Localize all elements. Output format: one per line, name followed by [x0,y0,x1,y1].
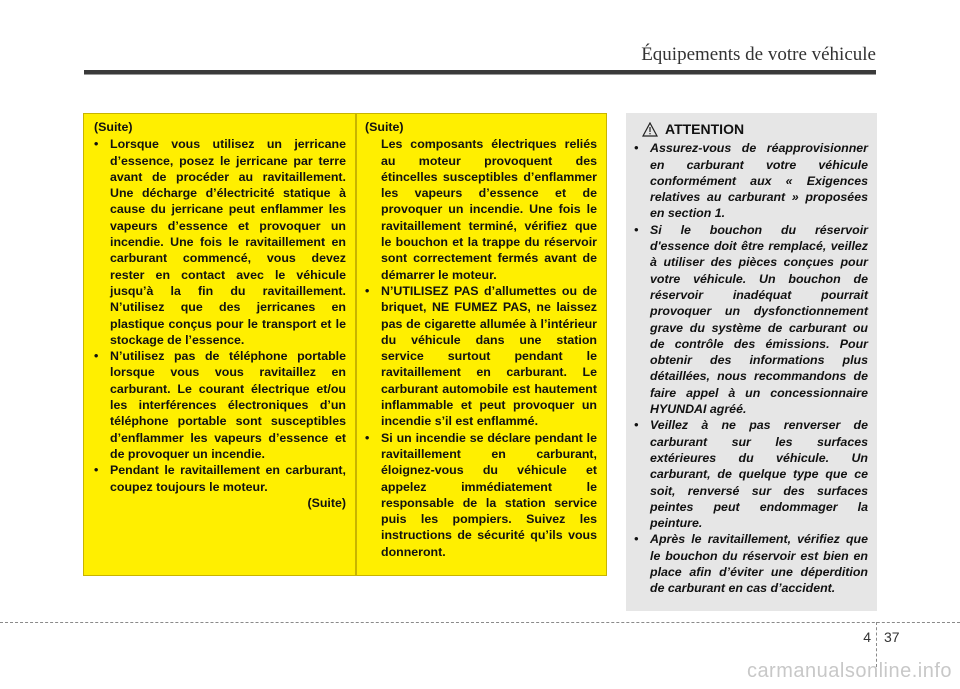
bullet-item: • Si un incendie se déclare pendant le ravitaillement en carburant, éloignez-vous du véhicule et appelez immédiatement le responsable de la station service puis les pompiers. Suivez les instructions de sécurité qu’ils vous donneront. [365,430,597,560]
chapter-number: 4 [863,629,871,645]
caution-heading [642,121,868,137]
warning-column-1 [83,113,356,576]
page-number: 37 [884,629,900,645]
bullet-item: • Pendant le ravitaillement en carburant, coupez toujours le moteur. [94,462,346,495]
bullet-item: • Lorsque vous utilisez un jerricane d’essence, posez le jerricane par terre avant de procéder au ravitaillement. Une décharge d’électricité statique à cause du jerricane peut enflammer les vapeurs d’essence et provoquer un incendie. Une fois le ravitaillement en carburant commencé, vous devez rester en contact avec le véhicule jusqu’à la fin du ravitaillement. N’utilisez que des jerricanes en plastique conçus pour le transport et le stockage de l’essence. [94,136,346,348]
footer-dashed-rule [0,622,960,623]
bullet-item: • Si le bouchon du réservoir d'essence doit être remplacé, veillez à utiliser des pièces conçues pour votre véhicule. Un bouchon de réservoir inadéquat pourrait provoquer un dysfonctionnement grave du système de carburant ou de contrôle des émissions. Pour obtenir des informations plus détaillées, nous recommandons de faire appel à un concessionnaire HYUNDAI agréé. [634,222,868,418]
warning-column-2 [356,113,607,576]
bullet-item: • Veillez à ne pas renverser de carburant sur les surfaces extérieures du véhicule. Un carburant, de quelque type que ce soit, renversé sur des surfaces peintes peut endommager la peinture. [634,417,868,531]
header-rule-thin [84,74,876,75]
bullet-item: • N’utilisez pas de téléphone portable lorsque vous vous ravitaillez en carburant. Le courant électrique et/ou les interférences électroniques d’un téléphone portable sont susceptibles d’enflammer les vapeurs d’essence et de provoquer un incendie. [94,348,346,462]
caution-box [626,113,877,611]
caution-title: ATTENTION [665,121,745,137]
warning-triangle-icon [642,122,658,137]
suite-continued-label: (Suite) [307,495,346,510]
page-header-title: Équipements de votre véhicule [641,44,876,65]
watermark: carmanualsonline.info [746,660,952,682]
bullet-item: • N’UTILISEZ PAS d’allumettes ou de briquet, NE FUMEZ PAS, ne laissez pas de cigarette allumée à l’intérieur du véhicule dans une station service surtout pendant le ravitaillement en carburant. Le carburant automobile est hautement inflammable et peut provoquer un incendie s’il est enflammé. [365,283,597,430]
bullet-item: • Assurez-vous de réapprovisionner en carburant votre véhicule conformément aux « Exigences relatives au carburant » proposées en section 1. [634,140,868,221]
continued-paragraph: Les composants électriques reliés au moteur provoquent des étincelles susceptibles d’enflammer les vapeurs d’essence et de provoquer un incendie. Une fois le ravitaillement terminé, vérifiez que le bouchon et la trappe du réservoir sont correctement fermés avant de démarrer le moteur. [381,137,597,282]
bullet-item: • Après le ravitaillement, vérifiez que le bouchon du réservoir est bien en place afin d’éviter une déperdition de carburant en cas d’accident. [634,531,868,596]
suite-heading: (Suite) [94,120,133,134]
suite-heading: (Suite) [365,120,404,134]
